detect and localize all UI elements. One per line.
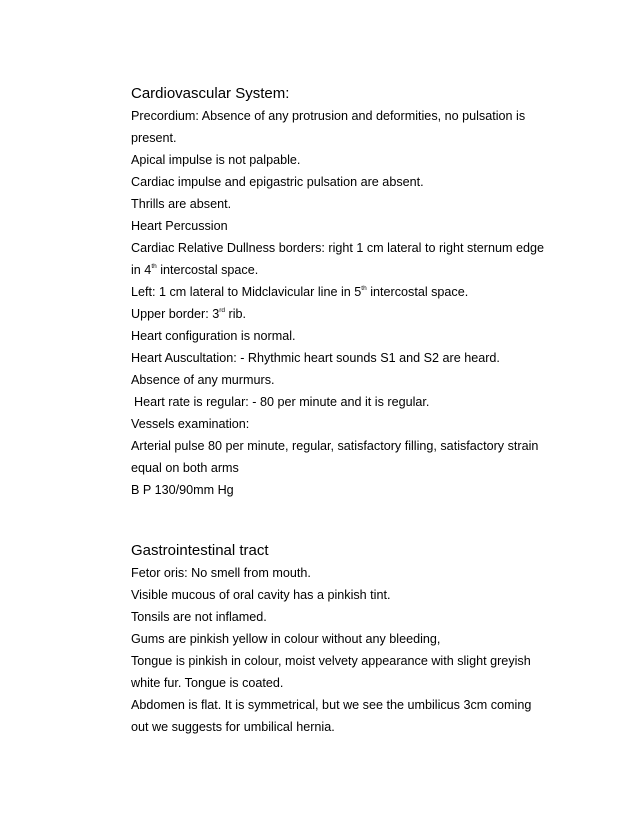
paragraph-line: Arterial pulse 80 per minute, regular, satisfactory filling, satisfactory strain — [131, 439, 539, 453]
paragraph-line: white fur. Tongue is coated. — [131, 676, 284, 690]
paragraph-line — [131, 259, 611, 281]
paragraph-line: Cardiac Relative Dullness borders: right 1 cm lateral to right sternum edge — [131, 241, 544, 255]
paragraph-line: Precordium: Absence of any protrusion and deformities, no pulsation is — [131, 109, 526, 123]
paragraph-line: present. — [131, 131, 177, 145]
paragraph-line: Thrills are absent. — [131, 197, 232, 211]
line-text: intercostal space. — [366, 285, 469, 299]
paragraph-line: Heart configuration is normal. — [131, 329, 296, 343]
paragraph-line — [131, 303, 611, 325]
gastrointestinal-section — [131, 540, 611, 738]
paragraph-line: Heart rate is regular: - 80 per minute and it is regular. — [134, 395, 430, 409]
paragraph-line: Cardiac impulse and epigastric pulsation are absent. — [131, 175, 424, 189]
paragraph-line: Heart Percussion — [131, 219, 228, 233]
line-text: rib. — [225, 307, 246, 321]
section-heading: Cardiovascular System: — [131, 85, 290, 102]
paragraph-line — [131, 281, 611, 303]
line-text: Upper border: 3 — [131, 307, 220, 321]
paragraph-line: B P 130/90mm Hg — [131, 483, 234, 497]
paragraph-line: equal on both arms — [131, 461, 239, 475]
paragraph-line: out we suggests for umbilical hernia. — [131, 720, 335, 734]
paragraph-line: Heart Auscultation: - Rhythmic heart sounds S1 and S2 are heard. — [131, 351, 500, 365]
paragraph-line: Tongue is pinkish in colour, moist velvety appearance with slight greyish — [131, 654, 531, 668]
line-text: in 4 — [131, 263, 152, 277]
line-text: Left: 1 cm lateral to Midclavicular line in 5 — [131, 285, 362, 299]
paragraph-line: Tonsils are not inflamed. — [131, 610, 267, 624]
paragraph-line: Apical impulse is not palpable. — [131, 153, 301, 167]
paragraph-line: Absence of any murmurs. — [131, 373, 275, 387]
line-text: intercostal space. — [156, 263, 259, 277]
ordinal-suffix: rd — [219, 306, 225, 314]
paragraph-line: Abdomen is flat. It is symmetrical, but we see the umbilicus 3cm coming — [131, 698, 532, 712]
paragraph-line: Fetor oris: No smell from mouth. — [131, 566, 311, 580]
paragraph-line: Vessels examination: — [131, 417, 250, 431]
paragraph-line: Visible mucous of oral cavity has a pinkish tint. — [131, 588, 391, 602]
cardiovascular-section — [131, 83, 611, 501]
ordinal-suffix: th — [361, 284, 367, 292]
section-heading: Gastrointestinal tract — [131, 542, 269, 559]
ordinal-suffix: th — [151, 262, 157, 270]
paragraph-line: Gums are pinkish yellow in colour without any bleeding, — [131, 632, 441, 646]
